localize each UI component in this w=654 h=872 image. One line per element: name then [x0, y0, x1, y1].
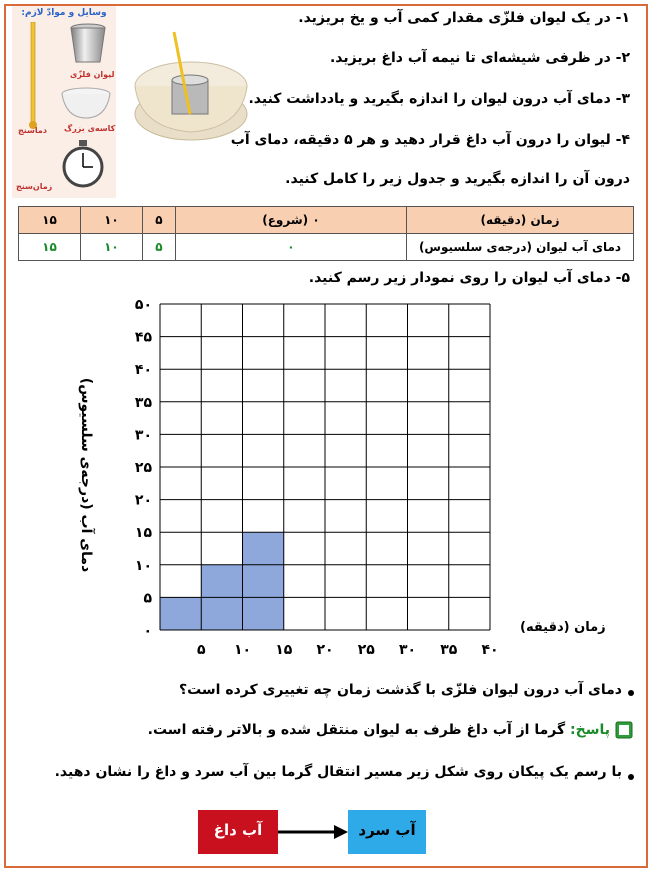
y-tick-label: ۰	[143, 623, 152, 639]
heat-arrow	[278, 824, 348, 840]
table-cell: ۰	[175, 234, 406, 261]
x-tick-label: ۳۵	[440, 642, 458, 658]
y-tick-label: ۵۰	[134, 297, 152, 313]
book-icon	[614, 720, 634, 740]
y-tick-label: ۴۵	[134, 329, 152, 346]
table-cell: ۱۵	[19, 207, 81, 234]
chart-bar	[243, 532, 284, 630]
question-text: دمای آب درون لیوان فلزّی با گذشت زمان چه تغییری کرده است؟	[178, 682, 622, 698]
thermometer-icon	[26, 22, 40, 132]
table-row-time	[19, 207, 634, 234]
y-tick-label: ۲۰	[134, 492, 152, 509]
y-tick-label: ۵	[143, 590, 152, 607]
table-cell: ۱۵	[19, 234, 81, 261]
x-tick-label: ۱۰	[233, 642, 252, 658]
y-tick-label: ۴۰	[134, 362, 152, 379]
instruction-text: با رسم یک پیکان روی شکل زیر مسیر انتقال گرما بین آب سرد و داغ را نشان دهید.	[54, 764, 622, 780]
table-cell: ۵	[142, 207, 175, 234]
x-tick-label: ۳۰	[398, 642, 417, 658]
table-cell: ۱۰	[80, 234, 142, 261]
x-tick-label: ۲۰	[316, 642, 334, 658]
step-1: ۱- در یک لیوان فلزّی مقدار کمی آب و یخ بریزید.	[298, 10, 630, 26]
metal-cup-label: لیوان فلزّی	[70, 70, 115, 79]
step-4: ۴- لیوان را درون آب داغ قرار دهید و هر ۵ دقیقه، دمای آب	[230, 132, 630, 148]
metal-cup-icon	[68, 22, 108, 66]
hot-water-box: آب داغ	[198, 810, 278, 854]
x-tick-label: ۵	[196, 642, 206, 658]
answer-text: گرما از آب داغ ظرف به لیوان منتقل شده و بالاتر رفته است.	[147, 722, 566, 738]
table-cell: ۵	[142, 234, 175, 261]
table-cell: ۰ (شروع)	[175, 207, 406, 234]
chart-xlabel: زمان (دقیقه)	[520, 620, 606, 635]
thermometer-label: دماسنج	[18, 126, 47, 135]
x-tick-label: ۴۰	[481, 642, 499, 658]
cold-water-box: آب سرد	[348, 810, 426, 854]
table-cell: ۱۰	[80, 207, 142, 234]
y-tick-label: ۲۵	[134, 460, 152, 476]
table-header-temp: دمای آب لیوان (درجه‌ی سلسیوس)	[407, 234, 634, 261]
stopwatch-label: زمان‌سنج	[16, 182, 53, 191]
data-table	[18, 206, 634, 261]
y-tick-label: ۳۵	[134, 394, 152, 411]
table-row-temp	[19, 234, 634, 261]
step-4-continued: درون آن را اندازه بگیرید و جدول زیر را کامل کنید.	[285, 171, 630, 187]
chart-bar	[160, 597, 201, 630]
step-2: ۲- در ظرفی شیشه‌ای تا نیمه آب داغ بریزید.	[329, 50, 630, 66]
y-tick-label: ۳۰	[134, 427, 152, 444]
x-tick-label: ۲۵	[357, 642, 375, 658]
y-tick-label: ۱۵	[134, 525, 152, 542]
bullet	[628, 774, 634, 780]
stopwatch-icon	[60, 140, 106, 188]
step-3: ۳- دمای آب درون لیوان را اندازه بگیرید و یادداشت کنید.	[248, 91, 630, 107]
chart-ylabel: دمای آب (درجه‌ی سلسیوس)	[78, 377, 94, 573]
experiment-photo	[132, 28, 250, 144]
bullet	[628, 690, 634, 696]
step-5: ۵- دمای آب لیوان را روی نمودار زیر رسم کنید.	[308, 270, 630, 286]
materials-title: وسایل و موادّ لازم:	[21, 8, 107, 18]
x-tick-label: ۱۵	[275, 642, 293, 658]
answer-row	[148, 722, 610, 738]
glass-bowl-icon	[60, 86, 112, 120]
temperature-chart	[110, 296, 510, 666]
answer-label: پاسخ:	[570, 722, 610, 738]
table-header-time: زمان (دقیقه)	[407, 207, 634, 234]
y-tick-label: ۱۰	[134, 557, 152, 574]
glass-bowl-label: کاسه‌ی بزرگ	[64, 124, 116, 133]
